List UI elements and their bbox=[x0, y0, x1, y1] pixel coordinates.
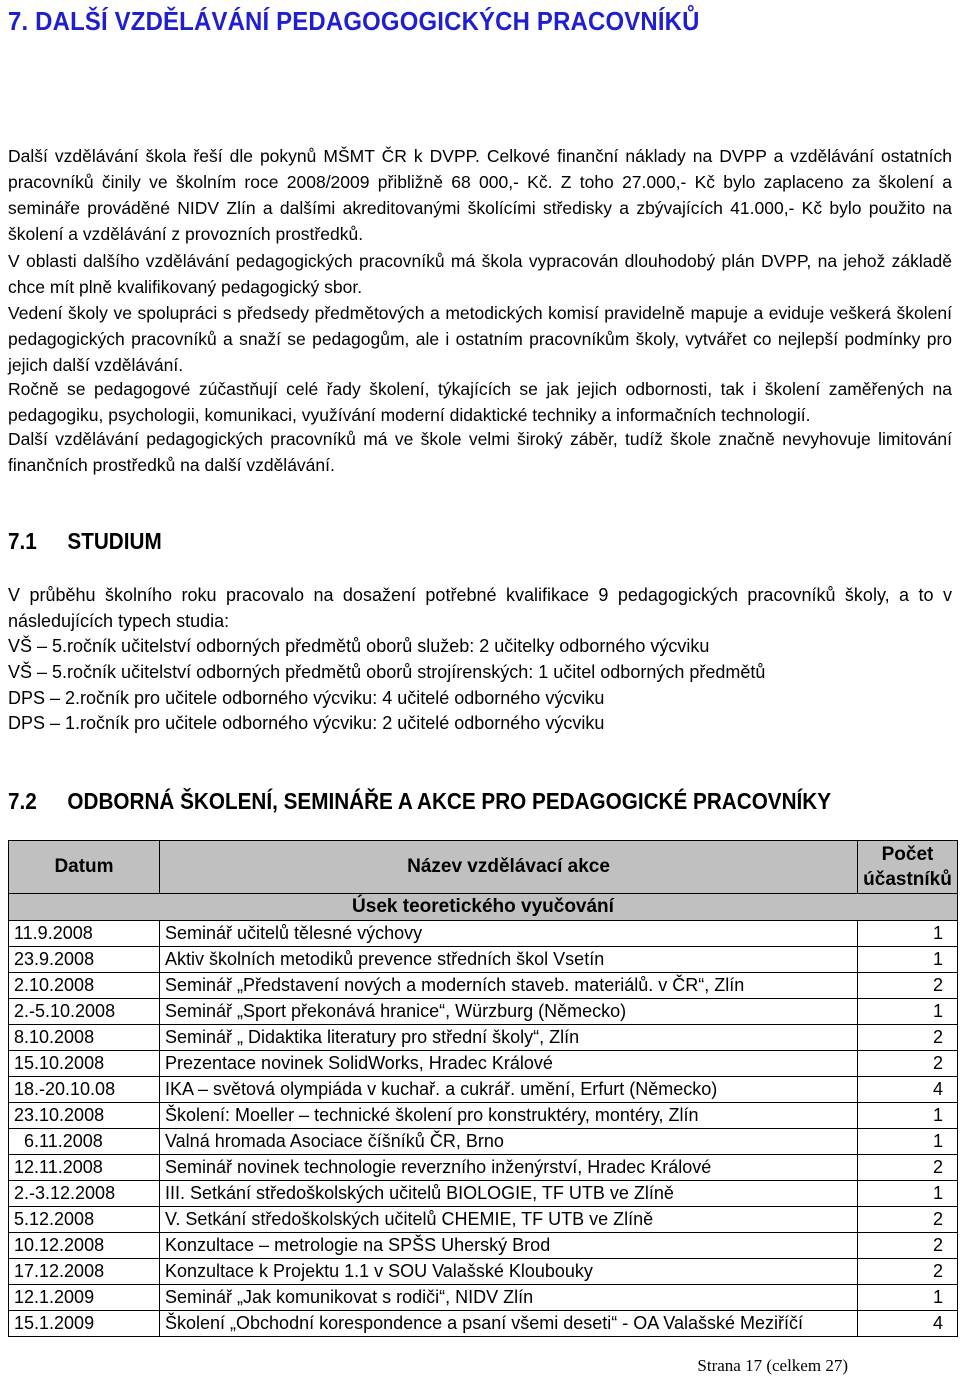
row-event-name: V. Setkání středoškolských učitelů CHEMIE, TF UTB ve Zlíně bbox=[160, 1207, 858, 1233]
table-body bbox=[9, 921, 958, 1337]
row-event-name: IKA – světová olympiáda v kuchař. a cukrář. umění, Erfurt (Německo) bbox=[160, 1077, 858, 1103]
header-name: Název vzdělávací akce bbox=[160, 841, 858, 894]
row-date: 2.-5.10.2008 bbox=[9, 999, 160, 1025]
row-event-name: Konzultace k Projektu 1.1 v SOU Valašské Kloubouky bbox=[160, 1259, 858, 1285]
row-date: 15.1.2009 bbox=[9, 1311, 160, 1337]
table-row bbox=[9, 1129, 958, 1155]
page-title: 7. DALŠÍ VZDĚLÁVÁNÍ PEDAGOGOGICKÝCH PRACOVNÍKŮ bbox=[8, 6, 700, 36]
page-footer: Strana 17 (celkem 27) bbox=[697, 1356, 848, 1375]
studium-line: DPS – 1.ročník pro učitele odborného výcviku: 2 učitelé odborného výcviku bbox=[8, 713, 605, 733]
row-participant-count: 1 bbox=[858, 921, 958, 947]
row-event-name: Seminář „Jak komunikovat s rodiči“, NIDV Zlín bbox=[160, 1285, 858, 1311]
intro-paragraph-5: Další vzdělávání pedagogických pracovníků má ve škole velmi široký záběr, tudíž škole značně nevyhovuje limitování finančních prostředků na další vzdělávání. bbox=[8, 429, 952, 475]
row-date: 5.12.2008 bbox=[9, 1207, 160, 1233]
table-header-row bbox=[9, 841, 958, 894]
table-row bbox=[9, 921, 958, 947]
row-date: 18.-20.10.08 bbox=[9, 1077, 160, 1103]
section-heading-studium bbox=[8, 528, 162, 555]
row-participant-count: 2 bbox=[858, 1207, 958, 1233]
header-date: Datum bbox=[9, 841, 160, 894]
table-row bbox=[9, 999, 958, 1025]
row-participant-count: 4 bbox=[858, 1077, 958, 1103]
section-heading-skoleni bbox=[8, 788, 831, 815]
table-subheading-row bbox=[9, 894, 958, 921]
row-participant-count: 2 bbox=[858, 1025, 958, 1051]
row-date: 12.1.2009 bbox=[9, 1285, 160, 1311]
row-date: 11.9.2008 bbox=[9, 921, 160, 947]
table-row bbox=[9, 1207, 958, 1233]
row-participant-count: 2 bbox=[858, 973, 958, 999]
row-event-name: Seminář novinek technologie reverzního inženýrství, Hradec Králové bbox=[160, 1155, 858, 1181]
table-row bbox=[9, 1181, 958, 1207]
row-participant-count: 1 bbox=[858, 1285, 958, 1311]
row-event-name: Školení „Obchodní korespondence a psaní všemi deseti“ - OA Valašské Meziříčí bbox=[160, 1311, 858, 1337]
row-date: 8.10.2008 bbox=[9, 1025, 160, 1051]
intro-paragraph-3: Vedení školy ve spolupráci s předsedy předmětových a metodických komisí pravidelně mapuje a eviduje veškerá školení pedagogických pracovníků a snaží se pedagogům, ale i ostatním pracovníkům školy, vytvářet co nejlepší podmínky pro jejich další vzdělávání. bbox=[8, 303, 952, 375]
row-participant-count: 2 bbox=[858, 1259, 958, 1285]
row-participant-count: 1 bbox=[858, 1129, 958, 1155]
row-date: 2.-3.12.2008 bbox=[9, 1181, 160, 1207]
row-event-name: Seminář „Sport překonává hranice“, Würzburg (Německo) bbox=[160, 999, 858, 1025]
table-row bbox=[9, 947, 958, 973]
row-date: 2.10.2008 bbox=[9, 973, 160, 999]
row-date: 6.11.2008 bbox=[9, 1129, 160, 1155]
table-row bbox=[9, 1103, 958, 1129]
row-event-name: Konzultace – metrologie na SPŠS Uherský Brod bbox=[160, 1233, 858, 1259]
row-date: 15.10.2008 bbox=[9, 1051, 160, 1077]
header-count: Počet účastníků bbox=[858, 841, 958, 894]
row-participant-count: 1 bbox=[858, 999, 958, 1025]
table-row bbox=[9, 1311, 958, 1337]
row-event-name: Školení: Moeller – technické školení pro konstruktéry, montéry, Zlín bbox=[160, 1103, 858, 1129]
table-row bbox=[9, 973, 958, 999]
table-row bbox=[9, 1077, 958, 1103]
section-number: 7.1 bbox=[8, 528, 37, 554]
row-date: 10.12.2008 bbox=[9, 1233, 160, 1259]
table-row bbox=[9, 1025, 958, 1051]
table-row bbox=[9, 1285, 958, 1311]
table-subheading: Úsek teoretického vyučování bbox=[9, 894, 958, 921]
row-event-name: Seminář učitelů tělesné výchovy bbox=[160, 921, 858, 947]
table-row bbox=[9, 1155, 958, 1181]
training-events-table bbox=[8, 840, 958, 1337]
intro-paragraph-1: Další vzdělávání škola řeší dle pokynů MŠMT ČR k DVPP. Celkové finanční náklady na DVPP a vzdělávání ostatních pracovníků činily ve školním roce 2008/2009 přibližně 68 000,- Kč. Z toho 27.000,- Kč bylo zaplaceno za školení a semináře prováděné NIDV Zlín a dalšími akreditovanými školícími středisky a zbývajících 41.000,- Kč bylo použito na školení a vzdělávání z provozních prostředků. bbox=[8, 146, 952, 244]
studium-line: VŠ – 5.ročník učitelství odborných předmětů oborů služeb: 2 učitelky odborného výcviku bbox=[8, 636, 710, 656]
row-event-name: Prezentace novinek SolidWorks, Hradec Králové bbox=[160, 1051, 858, 1077]
row-date: 23.10.2008 bbox=[9, 1103, 160, 1129]
row-event-name: Valná hromada Asociace číšníků ČR, Brno bbox=[160, 1129, 858, 1155]
row-participant-count: 4 bbox=[858, 1311, 958, 1337]
row-participant-count: 2 bbox=[858, 1233, 958, 1259]
section-heading-text: ODBORNÁ ŠKOLENÍ, SEMINÁŘE A AKCE PRO PEDAGOGICKÉ PRACOVNÍKY bbox=[67, 788, 832, 814]
section-heading-text: STUDIUM bbox=[67, 528, 162, 554]
table-row bbox=[9, 1233, 958, 1259]
section-number: 7.2 bbox=[8, 788, 37, 814]
row-date: 12.11.2008 bbox=[9, 1155, 160, 1181]
row-event-name: III. Setkání středoškolských učitelů BIOLOGIE, TF UTB ve Zlíně bbox=[160, 1181, 858, 1207]
table-row bbox=[9, 1051, 958, 1077]
row-participant-count: 1 bbox=[858, 947, 958, 973]
row-date: 17.12.2008 bbox=[9, 1259, 160, 1285]
studium-intro: V průběhu školního roku pracovalo na dosažení potřebné kvalifikace 9 pedagogických pracovníků školy, a to v následujících typech studia: bbox=[8, 585, 952, 631]
row-participant-count: 2 bbox=[858, 1051, 958, 1077]
row-participant-count: 2 bbox=[858, 1155, 958, 1181]
studium-line: VŠ – 5.ročník učitelství odborných předmětů oborů strojírenských: 1 učitel odborných předmětů bbox=[8, 662, 766, 682]
row-event-name: Seminář „Představení nových a moderních staveb. materiálů. v ČR“, Zlín bbox=[160, 973, 858, 999]
row-participant-count: 1 bbox=[858, 1103, 958, 1129]
row-event-name: Seminář „ Didaktika literatury pro střední školy“, Zlín bbox=[160, 1025, 858, 1051]
intro-paragraph-2: V oblasti dalšího vzdělávání pedagogických pracovníků má škola vypracován dlouhodobý plán DVPP, na jehož základě chce mít plně kvalifikovaný pedagogický sbor. bbox=[8, 251, 952, 297]
row-date: 23.9.2008 bbox=[9, 947, 160, 973]
studium-line: DPS – 2.ročník pro učitele odborného výcviku: 4 učitelé odborného výcviku bbox=[8, 688, 605, 708]
table-row bbox=[9, 1259, 958, 1285]
row-participant-count: 1 bbox=[858, 1181, 958, 1207]
row-event-name: Aktiv školních metodiků prevence středních škol Vsetín bbox=[160, 947, 858, 973]
intro-paragraph-4: Ročně se pedagogové zúčastňují celé řady školení, týkajících se jak jejich odbornosti, tak i školení zaměřených na pedagogiku, psychologii, komunikaci, využívání moderní didaktické techniky a informačních technologií. bbox=[8, 379, 952, 425]
